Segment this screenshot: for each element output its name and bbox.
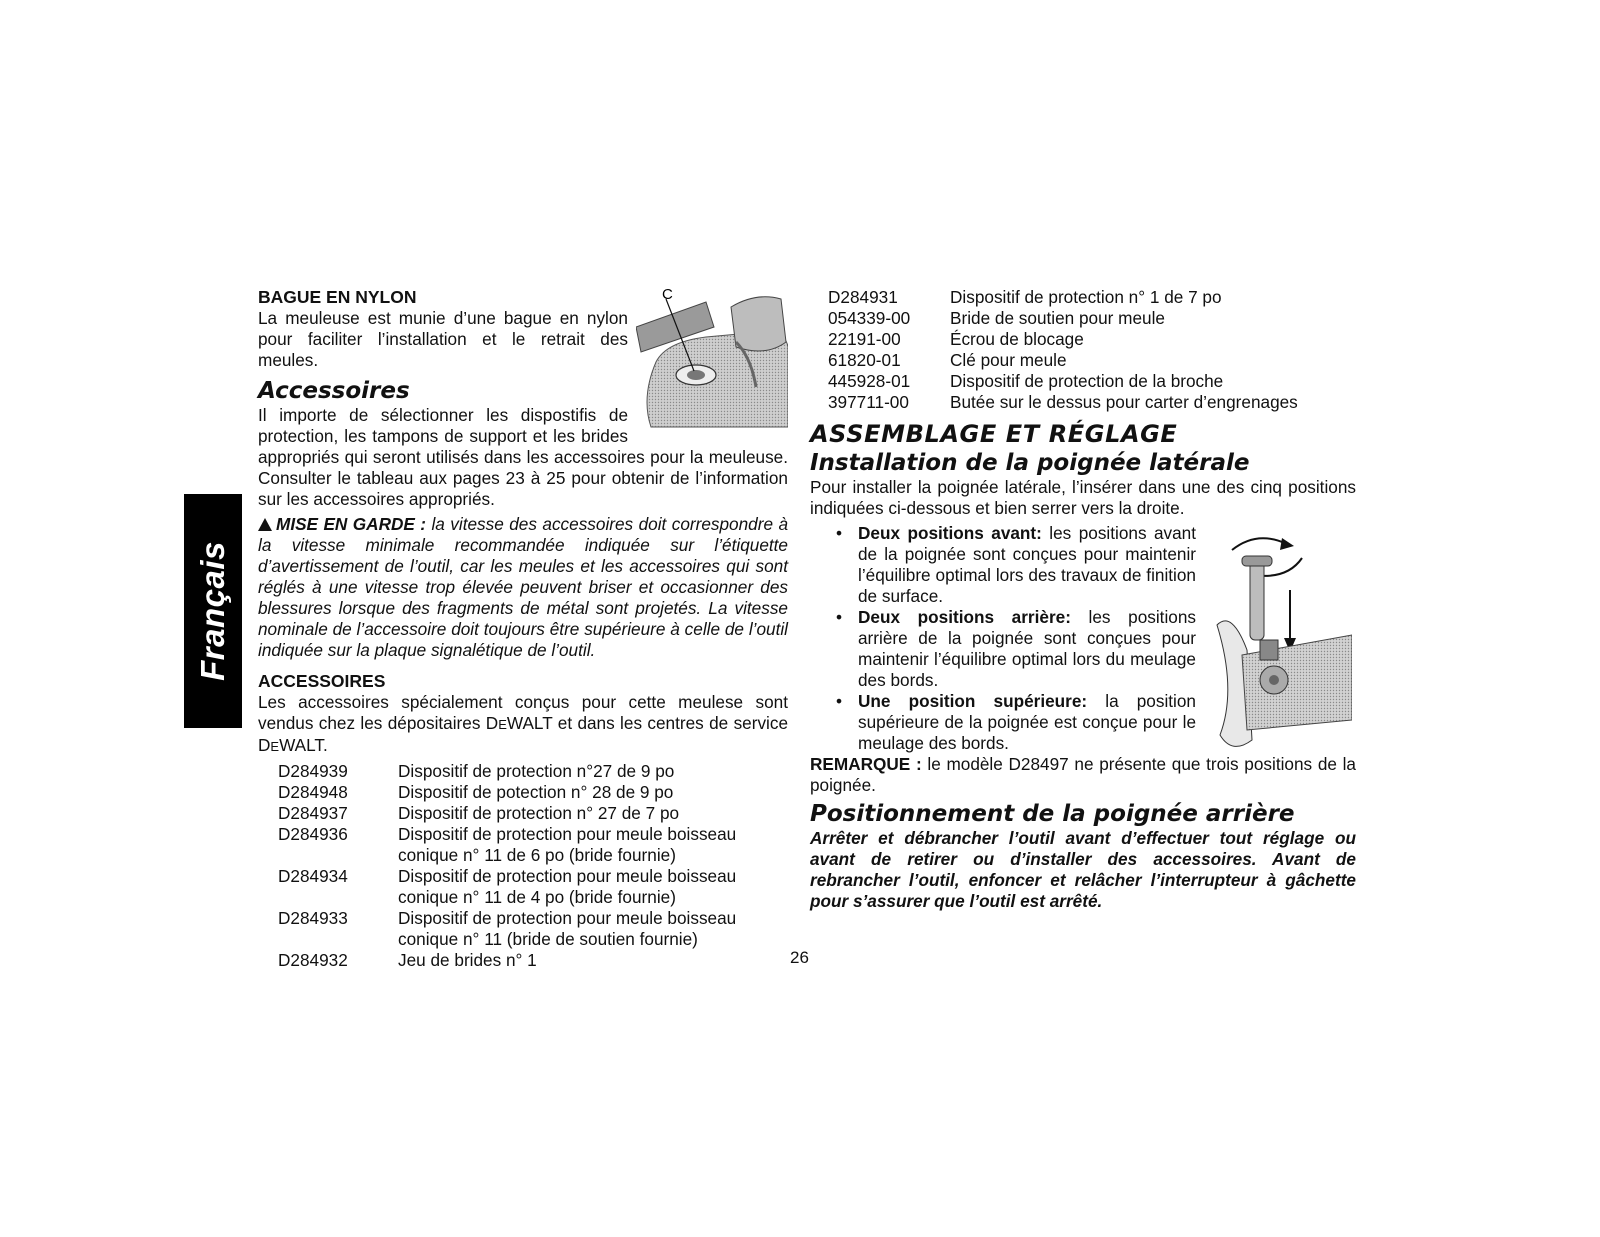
- note-paragraph: [810, 754, 1356, 796]
- list-item: • Deux positions arrière: les positions arrière de la poignée sont conçues pour maintenir l’équilibre optimal lors du meulage des bords.: [810, 607, 1356, 691]
- warning-paragraph: [258, 514, 788, 661]
- rear-handle-heading: Positionnement de la poignée arrière: [810, 801, 1295, 827]
- warning-label: MISE EN GARDE :: [276, 514, 427, 534]
- side-handle-illustration: [1212, 530, 1352, 755]
- accessories-subheading: ACCESSOIRES: [258, 671, 386, 691]
- warning-triangle-icon: [258, 518, 272, 531]
- language-tab: [184, 494, 242, 728]
- table-row: 22191-00 Écrou de blocage: [828, 329, 1084, 349]
- assembly-heading: ASSEMBLAGE ET RÉGLAGE: [810, 420, 1178, 448]
- table-row: 61820-01 Clé pour meule: [828, 350, 1067, 370]
- accessories-text: Il importe de sélectionner les dispostifis de protection, les tampons de support et les brides appropriés qui seront utilisés dans les accessoires pour la meuleuse. Consulter le tableau aux pages 23 à 25 pour obtenir de l’information sur les accessoires appropriés.: [258, 405, 788, 509]
- table-row: 054339-00 Bride de soutien pour meule: [828, 308, 1165, 328]
- accessories-heading: Accessoires: [258, 378, 410, 404]
- nylon-ring-text: La meuleuse est munie d’une bague en nylon pour faciliter l’installation et le retrait des meules.: [258, 308, 628, 370]
- list-item: • Une position supérieure: la position supérieure de la poignée est conçue pour le meulage des bords.: [810, 691, 1356, 754]
- table-row: D284936 Dispositif de protection pour meule boisseau conique n° 11 de 6 po (bride fournie): [278, 824, 737, 865]
- figure-label-c: C: [662, 287, 673, 303]
- warning-text: la vitesse des accessoires doit correspondre à la vitesse minimale recommandée indiquée sur l’étiquette d’avertissement de l’outil, car les meules et les accessoires qui sont réglés à une vitesse trop élevée peuvent briser et occasionner des blessures lorsque des fragments de métal sont projetés. La vitesse nominale de l’accessoire doit toujours être supérieure à celle de l’outil indiquée sur la plaque signalétique de l’outil.: [258, 514, 789, 660]
- nylon-ring-title: BAGUE EN NYLON: [258, 287, 417, 307]
- list-item: • Deux positions avant: les positions avant de la poignée sont conçues pour maintenir l’équilibre optimal lors des travaux de finition de surface.: [810, 523, 1356, 607]
- table-row: D284948 Dispositif de potection n° 28 de 9 po: [278, 782, 674, 802]
- table-row: D284932 Jeu de brides n° 1: [278, 950, 537, 970]
- nylon-ring-illustration: [636, 287, 788, 437]
- table-row: D284934 Dispositif de protection pour meule boisseau conique n° 11 de 4 po (bride fournie): [278, 866, 737, 907]
- accessories-sub-text: Les accessoires spécialement conçus pour cette meulese sont vendus chez les dépositaires DEWALT et dans les centres de service DEWALT.: [258, 692, 789, 755]
- table-row: D284931 Dispositif de protection n° 1 de 7 po: [828, 287, 1222, 307]
- table-row: D284937 Dispositif de protection n° 27 de 7 po: [278, 803, 680, 823]
- table-row: D284939 Dispositif de protection n°27 de 9 po: [278, 761, 675, 781]
- accessories-parts-table: [278, 761, 758, 971]
- table-row: D284933 Dispositif de protection pour meule boisseau conique n° 11 (bride de soutien fournie): [278, 908, 737, 949]
- rear-handle-text: Arrêter et débrancher l’outil avant d’effectuer tout réglage ou avant de retirer ou d’installer des accessoires. Avant de rebrancher l’outil, enfoncer et relâcher l’interrupteur à gâchette pour s’assurer que l’outil est arrêté.: [810, 828, 1356, 911]
- language-tab-label: Français: [194, 541, 231, 681]
- side-handle-heading: Installation de la poignée latérale: [810, 450, 1250, 476]
- note-label: REMARQUE :: [810, 754, 922, 774]
- note-text: le modèle D28497 ne présente que trois positions de la poignée.: [810, 754, 1356, 795]
- table-row: 445928-01 Dispositif de protection de la broche: [828, 371, 1224, 391]
- side-handle-text: Pour installer la poignée latérale, l’insérer dans une des cinq positions indiquées ci-dessous et bien serrer vers la droite.: [810, 477, 1356, 518]
- table-row: 397711-00 Butée sur le dessus pour carter d’engrenages: [828, 392, 1298, 412]
- additional-parts-table: [828, 287, 1298, 413]
- page-number: 26: [790, 948, 809, 967]
